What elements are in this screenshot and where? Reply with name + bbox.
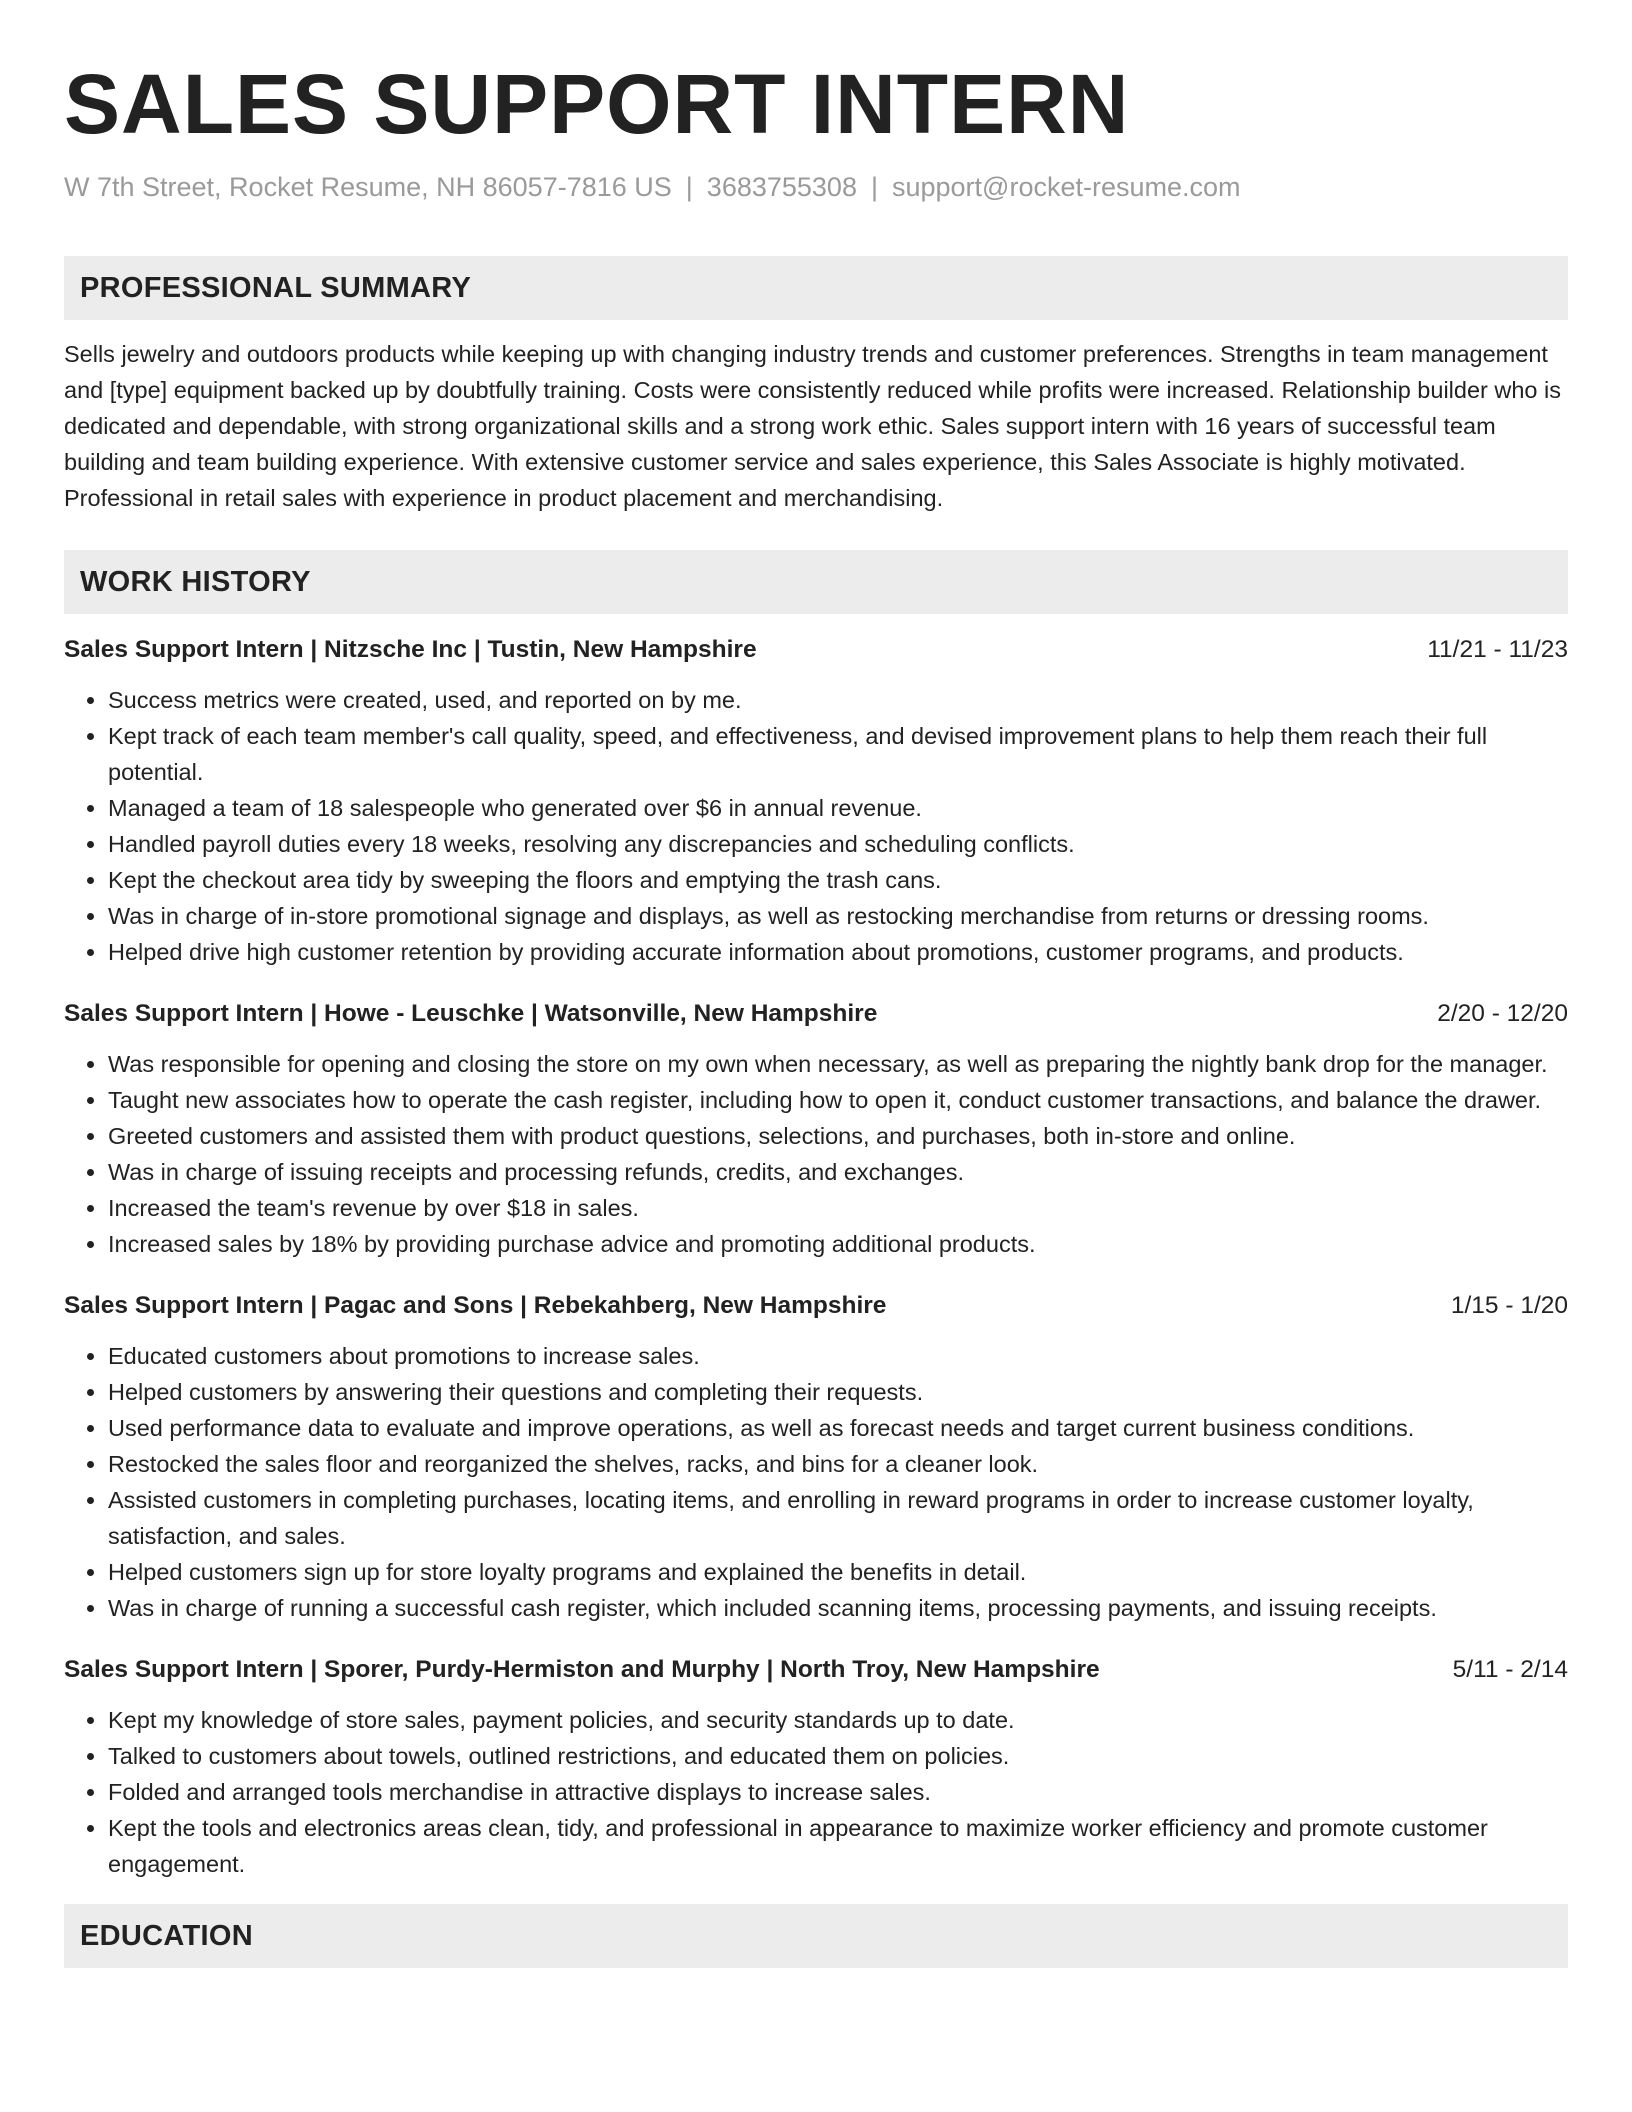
job-title: Sales Support Intern | Sporer, Purdy-Hermiston and Murphy | North Troy, New Hampshire: [64, 1656, 1100, 1683]
job-bullet: • Helped customers sign up for store loyalty programs and explained the benefits in detail.: [108, 1554, 1568, 1590]
job-bullet: • Taught new associates how to operate the cash register, including how to open it, conduct customer transactions, and balance the drawer.: [108, 1082, 1568, 1118]
job-bullet: • Kept the checkout area tidy by sweeping the floors and emptying the trash cans.: [108, 862, 1568, 898]
job-bullet-list: [64, 1338, 1568, 1626]
contact-separator: |: [870, 172, 878, 202]
job-bullet: • Was in charge of in-store promotional signage and displays, as well as restocking merchandise from returns or dressing rooms.: [108, 898, 1568, 934]
contact-line: [64, 170, 1568, 204]
job-dates: 2/20 - 12/20: [1437, 1000, 1568, 1027]
candidate-name: SALES SUPPORT INTERN: [64, 57, 1130, 151]
job-title: Sales Support Intern | Nitzsche Inc | Tustin, New Hampshire: [64, 636, 757, 663]
job-bullet: • Assisted customers in completing purchases, locating items, and enrolling in reward programs in order to increase customer loyalty, satisfaction, and sales.: [108, 1482, 1568, 1554]
job-bullet: • Greeted customers and assisted them with product questions, selections, and purchases, both in-store and online.: [108, 1118, 1568, 1154]
job-header: [64, 632, 1568, 668]
job-bullet: • Was responsible for opening and closing the store on my own when necessary, as well as preparing the nightly bank drop for the manager.: [108, 1046, 1568, 1082]
job-header: [64, 1288, 1568, 1324]
job-title: Sales Support Intern | Howe - Leuschke | Watsonville, New Hampshire: [64, 1000, 878, 1027]
summary-text: Sells jewelry and outdoors products while keeping up with changing industry trends and customer preferences. Strengths in team management and [type] equipment backed up by doubtfully training. Costs were consistently reduced while profits were increased. Relationship builder who is dedicated and dependable, with strong organizational skills and a strong work ethic. Sales support intern with 16 years of successful team building and team building experience. With extensive customer service and sales experience, this Sales Associate is highly motivated. Professional in retail sales with experience in product placement and merchandising.: [64, 341, 1561, 511]
job-header: [64, 996, 1568, 1032]
job-entry: [64, 1288, 1568, 1626]
job-bullet: • Restocked the sales floor and reorganized the shelves, racks, and bins for a cleaner look.: [108, 1446, 1568, 1482]
contact-phone: 3683755308: [706, 172, 857, 202]
job-bullet-list: [64, 1046, 1568, 1262]
section-header-education: EDUCATION: [64, 1904, 1568, 1968]
job-dates: 1/15 - 1/20: [1450, 1292, 1568, 1319]
contact-address: W 7th Street, Rocket Resume, NH 86057-7816 US: [64, 172, 672, 202]
job-entry: [64, 1652, 1568, 1882]
job-entry: [64, 632, 1568, 970]
job-bullet: • Kept the tools and electronics areas clean, tidy, and professional in appearance to maximize worker efficiency and promote customer engagement.: [108, 1810, 1568, 1882]
job-bullet: • Was in charge of issuing receipts and processing refunds, credits, and exchanges.: [108, 1154, 1568, 1190]
job-bullet: • Kept track of each team member's call quality, speed, and effectiveness, and devised improvement plans to help them reach their full potential.: [108, 718, 1568, 790]
job-bullet: • Was in charge of running a successful cash register, which included scanning items, processing payments, and issuing receipts.: [108, 1590, 1568, 1626]
job-bullet: • Folded and arranged tools merchandise in attractive displays to increase sales.: [108, 1774, 1568, 1810]
contact-email: support@rocket-resume.com: [891, 172, 1241, 202]
job-header: [64, 1652, 1568, 1688]
job-bullet: • Talked to customers about towels, outlined restrictions, and educated them on policies.: [108, 1738, 1568, 1774]
job-bullet-list: [64, 682, 1568, 970]
job-bullet: • Used performance data to evaluate and improve operations, as well as forecast needs and target current business conditions.: [108, 1410, 1568, 1446]
contact-separator: |: [685, 172, 693, 202]
job-bullet: • Helped drive high customer retention by providing accurate information about promotions, customer programs, and products.: [108, 934, 1568, 970]
job-bullet-list: [64, 1702, 1568, 1882]
job-bullet: • Success metrics were created, used, and reported on by me.: [108, 682, 1568, 718]
job-bullet: • Increased sales by 18% by providing purchase advice and promoting additional products.: [108, 1226, 1568, 1262]
job-bullet: • Kept my knowledge of store sales, payment policies, and security standards up to date.: [108, 1702, 1568, 1738]
job-entry: [64, 996, 1568, 1262]
job-dates: 11/21 - 11/23: [1427, 636, 1568, 663]
section-header-summary: PROFESSIONAL SUMMARY: [64, 256, 1568, 320]
job-bullet: • Educated customers about promotions to increase sales.: [108, 1338, 1568, 1374]
job-bullet: • Handled payroll duties every 18 weeks, resolving any discrepancies and scheduling conflicts.: [108, 826, 1568, 862]
job-bullet: • Managed a team of 18 salespeople who generated over $6 in annual revenue.: [108, 790, 1568, 826]
job-title: Sales Support Intern | Pagac and Sons | Rebekahberg, New Hampshire: [64, 1292, 887, 1319]
section-header-work-history: WORK HISTORY: [64, 550, 1568, 614]
job-bullet: • Increased the team's revenue by over $18 in sales.: [108, 1190, 1568, 1226]
work-history-list: [64, 632, 1568, 1882]
job-bullet: • Helped customers by answering their questions and completing their requests.: [108, 1374, 1568, 1410]
job-dates: 5/11 - 2/14: [1452, 1656, 1568, 1683]
